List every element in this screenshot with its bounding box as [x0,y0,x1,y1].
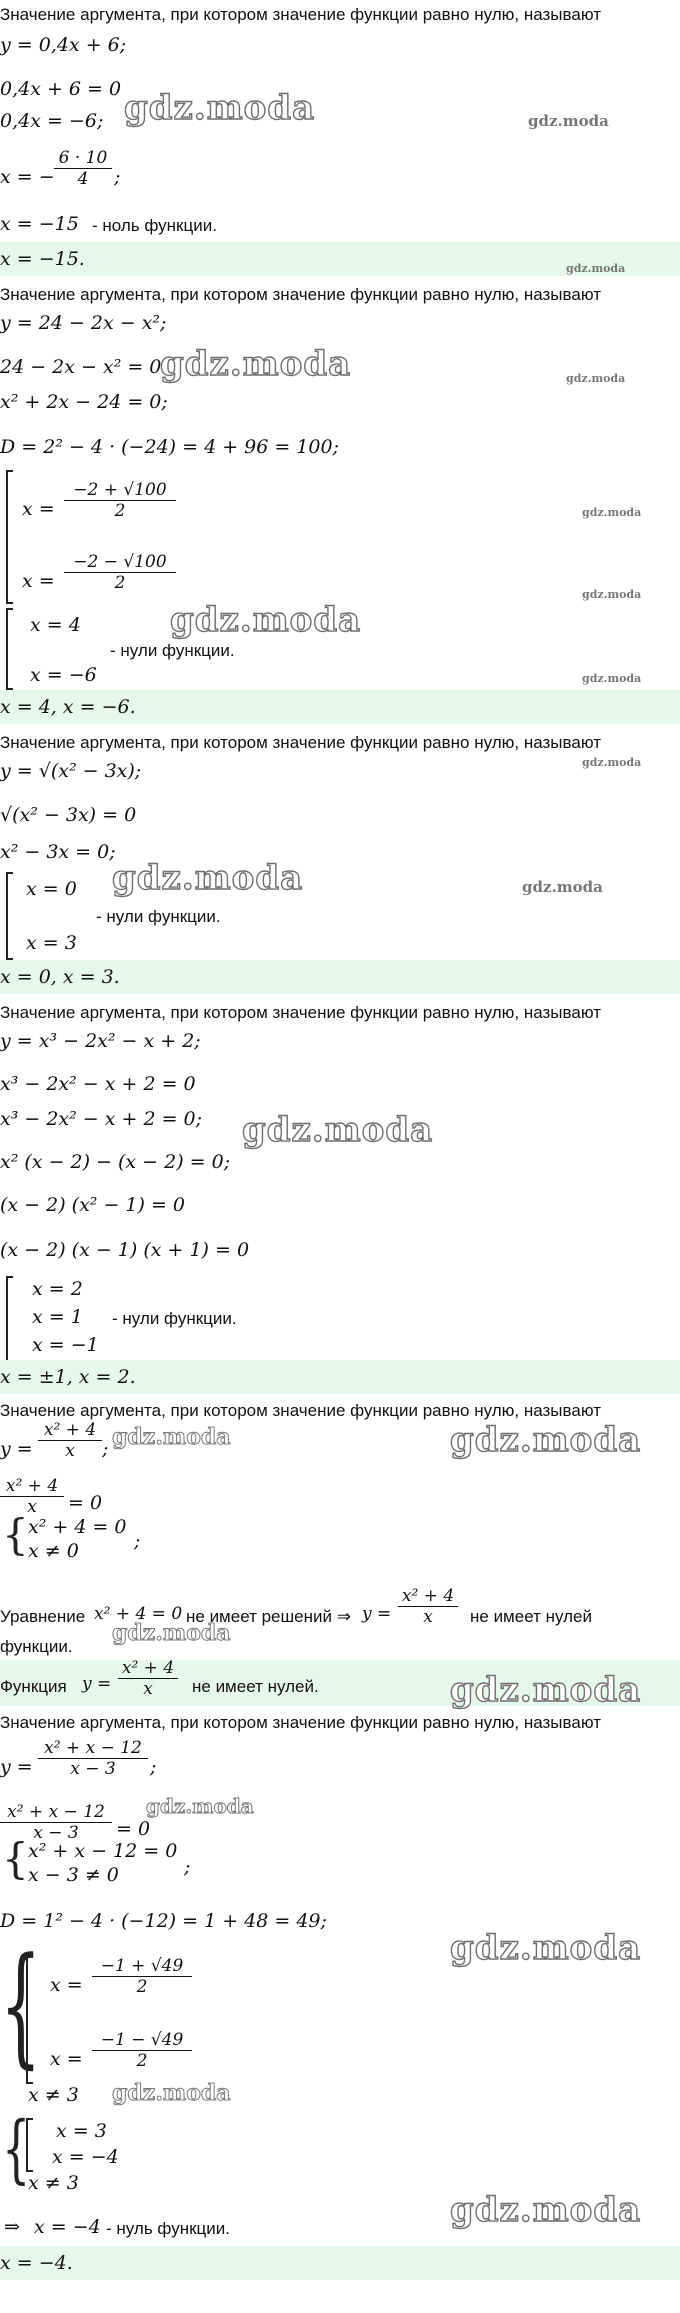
watermark-logo: gdz.moda [170,600,362,640]
watermark-logo: gdz.moda [112,1424,231,1450]
s6-final-3: x ≠ 3 [28,2172,79,2194]
s4-roots-bracket [6,1276,13,1362]
watermark-logo: gdz.moda [582,506,642,519]
s5-text-num: x² + 4 [401,1586,455,1606]
s5-answer-num: x² + 4 [121,1658,175,1678]
s1-fraction [54,148,112,189]
watermark-logo: gdz.moda [160,344,352,384]
s1-fraction-num: 6 · 10 [58,148,108,168]
s4-line-4: (x − 2) (x² − 1) = 0 [0,1194,185,1216]
s3-root-b: x = 3 [26,932,77,954]
s5-system-1: x² + 4 = 0 [28,1516,127,1538]
s5-eq-num: x² + 4 [5,1476,59,1496]
s5-func-num: x² + 4 [43,1420,97,1440]
s2-root1-num: −2 + √100 [73,480,167,500]
s4-line-3: x² (x − 2) − (x − 2) = 0; [0,1151,231,1173]
s6-root2-num: −1 − √49 [100,2030,184,2050]
watermark-logo: gdz.moda [582,588,642,601]
s5-answer-end: не имеет нулей. [192,1677,319,1696]
s2-root1-fraction [64,480,176,521]
s5-answer-start: Функция [0,1677,67,1696]
s2-line-2: x² + 2x − 24 = 0; [0,391,168,413]
watermark-logo: gdz.moda [450,1928,642,1968]
watermark-logo: gdz.moda [566,372,626,385]
s2-line-3: D = 2² − 4 · (−24) = 4 + 96 = 100; [0,436,339,458]
s2-final-bracket [6,608,13,690]
s2-intro: Значение аргумента, при котором значение функции равно нулю, называют [0,285,601,304]
s4-root-c: x = −1 [32,1334,99,1356]
s1-frac-prefix: x = − [0,166,55,188]
s5-text-den: x [423,1607,433,1627]
s5-func-suffix: ; [102,1438,109,1460]
watermark-logo: gdz.moda [450,1670,642,1710]
watermark-logo: gdz.moda [112,1620,231,1646]
s4-root-a: x = 2 [32,1278,83,1300]
s6-eq-num: x² + x − 12 [7,1802,105,1822]
s1-line-2: 0,4x = −6; [0,110,104,132]
s6-root2-fraction [92,2030,192,2071]
watermark-logo: gdz.moda [124,88,316,128]
s6-arrow: ⇒ [4,2216,20,2238]
s3-roots-note: - нули функции. [96,907,221,926]
s2-roots-note: - нули функции. [110,641,235,660]
s1-intro: Значение аргумента, при котором значение функции равно нулю, называют [0,5,601,24]
s3-line-1: √(x² − 3x) = 0 [0,804,137,826]
s6-intro: Значение аргумента, при котором значение функции равно нулю, называют [0,1713,601,1732]
s2-roots-bracket [6,470,13,604]
s2-root2-num: −2 − √100 [73,552,167,572]
s5-func-prefix: y = [0,1438,33,1460]
watermark-logo: gdz.moda [450,1420,642,1460]
s2-root2-prefix: x = [22,570,55,592]
s1-zero: x = −15 [0,213,79,235]
s6-root2-prefix: x = [50,2048,83,2070]
s2-root1-den: 2 [114,501,126,521]
s6-root2-den: 2 [136,2051,148,2071]
s4-line-1: x³ − 2x² − x + 2 = 0 [0,1073,196,1095]
s5-text-end: не имеет нулей [470,1607,592,1626]
watermark-logo: gdz.moda [566,262,626,275]
s5-answer-den: x [143,1679,153,1699]
s4-line-2: x³ − 2x² − x + 2 = 0; [0,1108,203,1130]
watermark-logo: gdz.moda [112,858,304,898]
s6-root1-num: −1 + √49 [100,1956,184,1976]
s3-function: y = √(x² − 3x); [0,760,142,782]
s2-root-a: x = 4 [30,614,81,636]
s5-answer-y: y = [82,1674,112,1694]
s6-discriminant: D = 1² − 4 · (−12) = 1 + 48 = 49; [0,1910,327,1932]
s3-root-a: x = 0 [26,878,77,900]
s5-text-fraction [398,1586,458,1627]
s1-fraction-den: 4 [77,169,89,189]
s3-answer: x = 0, x = 3. [0,966,120,988]
s4-function: y = x³ − 2x² − x + 2; [0,1030,201,1052]
s6-final-bracket [26,2118,33,2172]
s2-root-b: x = −6 [30,664,97,686]
s6-func-den: x − 3 [70,1759,116,1779]
s5-text-eq: x² + 4 = 0 [94,1604,183,1624]
s4-intro: Значение аргумента, при котором значение функции равно нулю, называют [0,1003,601,1022]
s6-eq-den: x − 3 [33,1823,79,1843]
s1-function: y = 0,4x + 6; [0,34,127,56]
s5-system-suffix: ; [134,1530,141,1552]
s5-system-brace: { [2,1510,29,1559]
watermark-logo: gdz.moda [242,1110,434,1150]
s5-answer-fraction [118,1658,178,1699]
watermark-logo: gdz.moda [146,1794,254,1818]
s6-func-prefix: y = [0,1756,33,1778]
s2-line-1: 24 − 2x − x² = 0 [0,356,162,378]
s5-text-start: Уравнение [0,1607,86,1626]
s6-roots-bracket [26,1952,33,2084]
s4-line-5: (x − 2) (x − 1) (x + 1) = 0 [0,1239,250,1261]
s6-system-brace: { [2,1834,29,1883]
s5-func-fraction [38,1420,102,1461]
s5-eq-suffix: = 0 [68,1492,103,1514]
watermark-logo: gdz.moda [522,878,603,896]
s6-conclusion: x = −4 [34,2216,101,2238]
s6-conclusion-note: - нуль функции. [106,2219,230,2238]
s6-answer: x = −4. [0,2252,73,2274]
s1-zero-note: - ноль функции. [92,216,217,235]
s2-function: y = 24 − 2x − x²; [0,312,167,334]
watermark-logo: gdz.moda [582,672,642,685]
s1-answer: x = −15. [0,248,85,270]
s2-root1-prefix: x = [22,498,55,520]
s3-roots-bracket [6,872,13,960]
s2-root2-den: 2 [114,573,126,593]
s1-frac-suffix: ; [114,166,121,188]
s2-root2-fraction [64,552,176,593]
watermark-logo: gdz.moda [528,112,609,130]
s3-intro: Значение аргумента, при котором значение функции равно нулю, называют [0,733,601,752]
s4-root-b: x = 1 [32,1306,83,1328]
s6-system-1: x² + x − 12 = 0 [28,1840,178,1862]
s6-final-1: x = 3 [56,2120,107,2142]
s5-system-2: x ≠ 0 [28,1540,79,1562]
s6-eq-suffix: = 0 [116,1818,151,1840]
s5-text-line2: функции. [0,1637,73,1656]
s3-line-2: x² − 3x = 0; [0,841,116,863]
s6-cond: x ≠ 3 [28,2084,79,2106]
s6-root1-den: 2 [136,1977,148,1997]
s5-text-mid: не имеет решений ⇒ [186,1607,351,1626]
s6-root1-prefix: x = [50,1974,83,1996]
s4-roots-note: - нули функции. [112,1309,237,1328]
s6-system-suffix: ; [184,1856,191,1878]
s5-func-den: x [65,1441,75,1461]
watermark-logo: gdz.moda [450,2190,642,2230]
s6-final-2: x = −4 [52,2146,119,2168]
s6-answer-bar [0,2246,680,2280]
s6-func-num: x² + x − 12 [44,1738,142,1758]
watermark-logo: gdz.moda [112,2080,231,2106]
s4-answer: x = ±1, x = 2. [0,1366,136,1388]
watermark-logo: gdz.moda [582,756,642,769]
s5-eq-den: x [27,1497,37,1517]
s6-system-2: x − 3 ≠ 0 [28,1864,119,1886]
s5-text-y: y = [362,1604,392,1624]
s6-func-fraction [38,1738,148,1779]
s6-root1-fraction [92,1956,192,1997]
s6-outer-brace: { [0,1929,42,2081]
s2-answer: x = 4, x = −6. [0,696,136,718]
s1-line-1: 0,4x + 6 = 0 [0,78,122,100]
s6-func-suffix: ; [150,1756,157,1778]
s6-final-brace: { [2,2106,31,2192]
s5-intro: Значение аргумента, при котором значение функции равно нулю, называют [0,1401,601,1420]
